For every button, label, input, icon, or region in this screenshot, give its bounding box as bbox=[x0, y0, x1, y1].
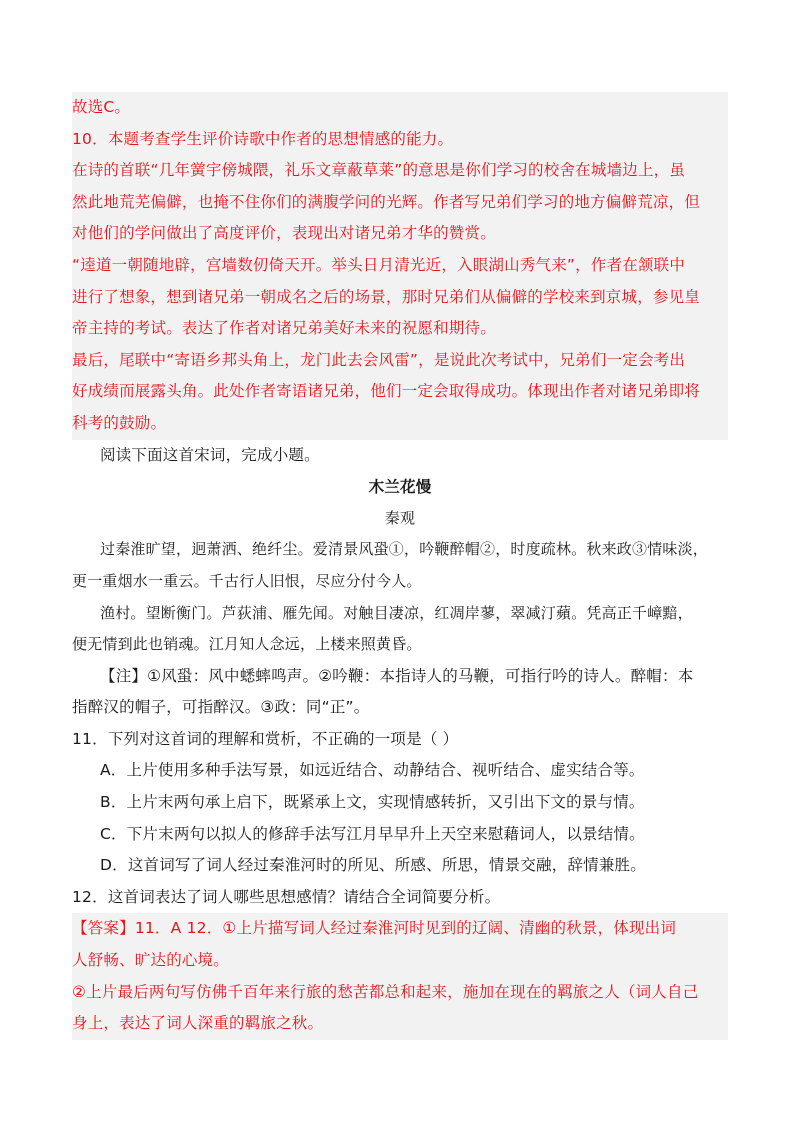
reading-instruction: 阅读下面这首宋词，完成小题。 bbox=[100, 445, 320, 464]
question-11-option-a: A．上片使用多种手法写景，如远近结合、动静结合、视听结合、虚实结合等。 bbox=[100, 761, 645, 780]
question-11-option-b: B．上片末两句承上启下，既紧承上文，实现情感转折，又引出下文的景与情。 bbox=[100, 793, 645, 812]
answer-line bbox=[72, 913, 728, 945]
question-11-stem: 11．下列对这首词的理解和赏析，不正确的一项是（ ） bbox=[72, 729, 459, 748]
analysis-line: 进行了想象，想到诸兄弟一朝成名之后的场景，那时兄弟们从偏僻的学校来到京城，参见皇 bbox=[72, 287, 701, 306]
question-11-option-c: C．下片末两句以拟人的修辞手法写江月早早升上天空来慰藉词人，以景结情。 bbox=[100, 824, 645, 843]
analysis-line: “逵道一朝随地辟，宫墙数仞倚天开。举头日月清光近，入眼湖山秀气来”，作者在颔联中 bbox=[72, 255, 686, 274]
answer-line: ②上片最后两句写仿佛千百年来行旅的愁苦都总和起来，施加在现在的羁旅之人（词人自己 bbox=[72, 982, 699, 1001]
poem-note: 【注】①风蛩：风中蟋蟀鸣声。②吟鞭：本指诗人的马鞭，可指行吟的诗人。醉帽：本 bbox=[100, 666, 694, 685]
document-page bbox=[72, 92, 728, 1040]
poem-line: 渔村。望断衡门。芦荻浦、雁先闻。对触目凄凉，红凋岸蓼，翠减汀蘋。凭高正千嶂黯， bbox=[100, 603, 693, 622]
question-12-stem: 12．这首词表达了词人哪些思想感情？请结合全词简要分析。 bbox=[72, 887, 501, 906]
answer-line: 人舒畅、旷达的心境。 bbox=[72, 951, 230, 970]
analysis-line: 在诗的首联“几年黉宇傍城隈，礼乐文章蔽草莱”的意思是你们学习的校舍在城墙边上，虽 bbox=[72, 161, 686, 180]
answer-block bbox=[72, 913, 728, 1039]
answer-analysis-block bbox=[72, 92, 728, 440]
answer-tag: 【答案】 bbox=[72, 919, 135, 938]
poem-line: 更一重烟水一重云。千古行人旧恨，尽应分付今人。 bbox=[72, 571, 422, 590]
poem-author: 秦观 bbox=[384, 508, 416, 527]
poem-note: 指醉汉的帽子，可指醉汉。③政：同“正”。 bbox=[72, 698, 370, 717]
poem-line: 便无情到此也销魂。江月知人念远，上楼来照黄昏。 bbox=[72, 635, 422, 654]
analysis-line: 然此地荒芜偏僻，也掩不住你们的满腹学问的光辉。作者写兄弟们学习的地方偏僻荒凉，但 bbox=[72, 192, 701, 211]
analysis-line: 科考的鼓励。 bbox=[72, 413, 167, 432]
answer-text: 11．A 12．①上片描写词人经过秦淮河时见到的辽阔、清幽的秋景，体现出词 bbox=[134, 919, 677, 938]
poem-line: 过秦淮旷望，迥萧洒、绝纤尘。爱清景风蛩①，吟鞭醉帽②，时度疏林。秋来政③情味淡， bbox=[100, 540, 709, 559]
analysis-line: 对他们的学问做出了高度评价，表现出对诸兄弟才华的赞赏。 bbox=[72, 224, 496, 243]
question-11-option-d: D．这首词写了词人经过秦淮河时的所见、所感、所思，情景交融，辞情兼胜。 bbox=[100, 856, 646, 875]
analysis-line: 好成绩而展露头角。此处作者寄语诸兄弟，他们一定会取得成功。体现出作者对诸兄弟即将 bbox=[72, 382, 701, 401]
analysis-line: 故选C。 bbox=[72, 98, 131, 116]
analysis-line: 10．本题考查学生评价诗歌中作者的思想情感的能力。 bbox=[72, 129, 454, 148]
analysis-line: 帝主持的考试。表达了作者对诸兄弟美好未来的祝愿和期待。 bbox=[72, 319, 496, 338]
poem-title: 木兰花慢 bbox=[368, 477, 432, 497]
answer-line: 身上，表达了词人深重的羁旅之秋。 bbox=[72, 1014, 324, 1033]
analysis-line: 最后，尾联中“寄语乡邦头角上，龙门此去会风雷”，是说此次考试中，兄弟们一定会考出 bbox=[72, 350, 686, 369]
